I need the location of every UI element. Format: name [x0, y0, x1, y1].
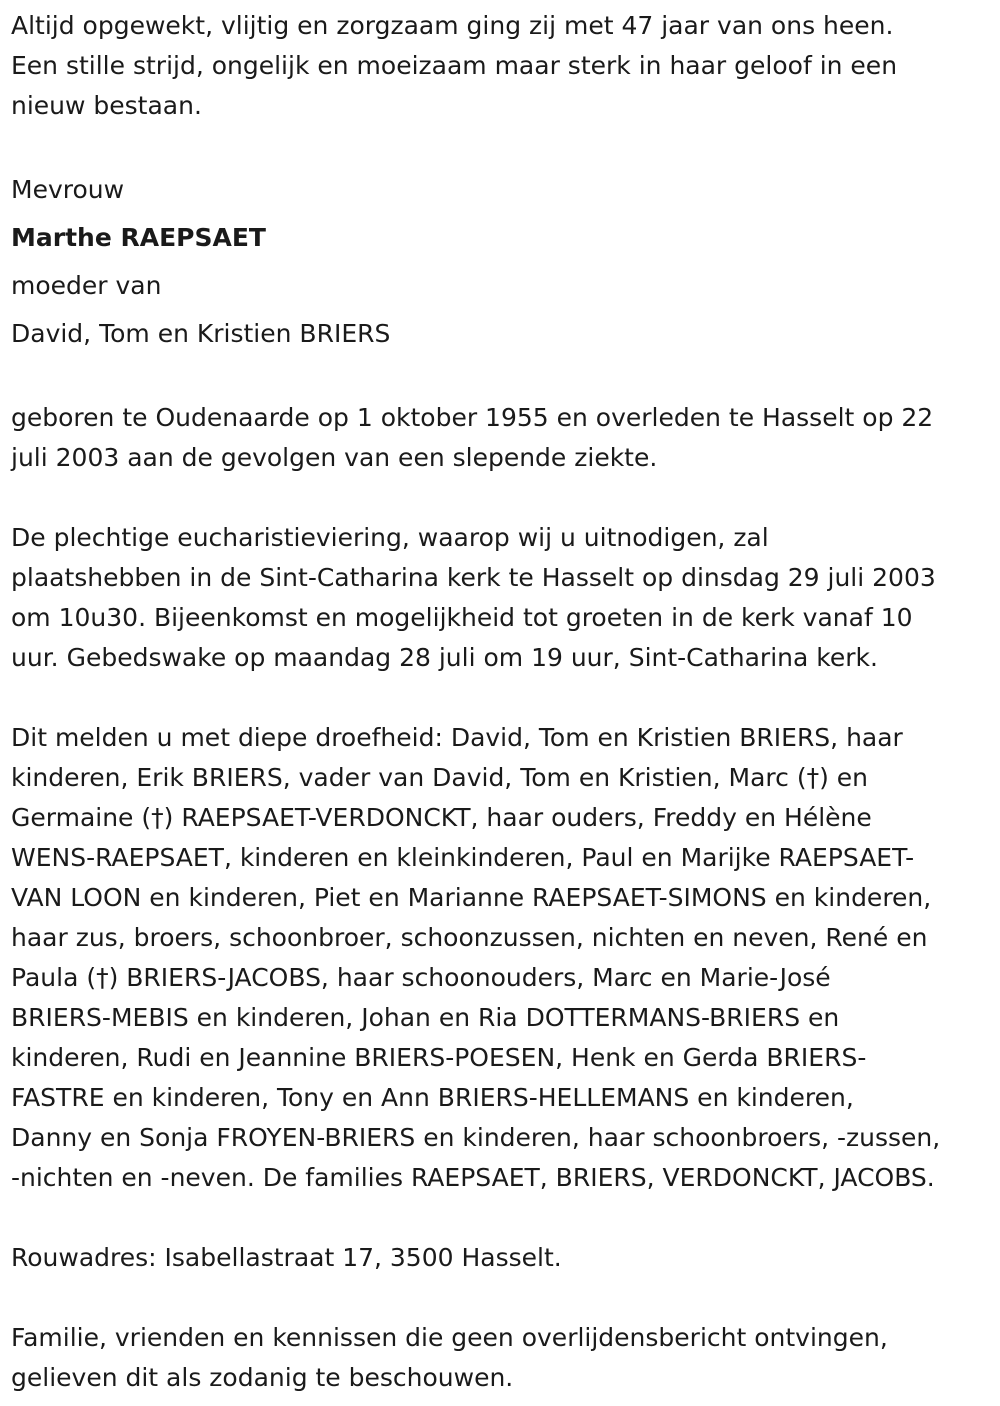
birth-death-line: geboren te Oudenaarde op 1 oktober 1955 en overleden te Hasselt op 22 — [11, 403, 934, 432]
ceremony-line: De plechtige eucharistieviering, waarop wij u uitnodigen, zal — [11, 523, 769, 552]
paragraph-gap — [11, 678, 996, 718]
closing-line: gelieven dit als zodanig te beschouwen. — [11, 1363, 514, 1392]
title-text: Mevrouw — [11, 175, 125, 204]
deceased-name: Marthe RAEPSAET — [11, 223, 266, 252]
family-line: kinderen, Rudi en Jeannine BRIERS-POESEN, Henk en Gerda BRIERS- — [11, 1043, 867, 1072]
family-paragraph — [11, 718, 996, 1198]
family-line: kinderen, Erik BRIERS, vader van David, Tom en Kristien, Marc (†) en — [11, 763, 868, 792]
paragraph-gap — [11, 1278, 996, 1318]
name-block — [11, 166, 996, 358]
obituary-document — [11, 6, 996, 1398]
family-line: haar zus, broers, schoonbroer, schoonzussen, nichten en neven, René en — [11, 923, 928, 952]
family-line: Paula (†) BRIERS-JACOBS, haar schoonouders, Marc en Marie-José — [11, 963, 831, 992]
paragraph-gap — [11, 126, 996, 166]
closing-paragraph — [11, 1318, 996, 1398]
relation-text: moeder van — [11, 271, 162, 300]
family-line: FASTRE en kinderen, Tony en Ann BRIERS-HELLEMANS en kinderen, — [11, 1083, 854, 1112]
paragraph-gap — [11, 358, 996, 398]
family-line: WENS-RAEPSAET, kinderen en kleinkinderen, Paul en Marijke RAEPSAET- — [11, 843, 915, 872]
ceremony-paragraph — [11, 518, 996, 678]
intro-paragraph — [11, 6, 996, 126]
intro-line: nieuw bestaan. — [11, 91, 202, 120]
mourning-address: Rouwadres: Isabellastraat 17, 3500 Hasselt. — [11, 1243, 562, 1272]
intro-line: Een stille strijd, ongelijk en moeizaam maar sterk in haar geloof in een — [11, 51, 898, 80]
family-line: VAN LOON en kinderen, Piet en Marianne RAEPSAET-SIMONS en kinderen, — [11, 883, 932, 912]
ceremony-line: plaatshebben in de Sint-Catharina kerk te Hasselt op dinsdag 29 juli 2003 — [11, 563, 936, 592]
children-names: David, Tom en Kristien BRIERS — [11, 319, 391, 348]
family-line: -nichten en -neven. De families RAEPSAET, BRIERS, VERDONCKT, JACOBS. — [11, 1163, 935, 1192]
intro-line: Altijd opgewekt, vlijtig en zorgzaam ging zij met 47 jaar van ons heen. — [11, 11, 894, 40]
family-line: Germaine (†) RAEPSAET-VERDONCKT, haar ouders, Freddy en Hélène — [11, 803, 872, 832]
ceremony-line: om 10u30. Bijeenkomst en mogelijkheid tot groeten in de kerk vanaf 10 — [11, 603, 913, 632]
address-paragraph — [11, 1238, 996, 1278]
family-line: BRIERS-MEBIS en kinderen, Johan en Ria DOTTERMANS-BRIERS en — [11, 1003, 840, 1032]
ceremony-line: uur. Gebedswake op maandag 28 juli om 19 uur, Sint-Catharina kerk. — [11, 643, 878, 672]
birth-death-line: juli 2003 aan de gevolgen van een slepende ziekte. — [11, 443, 658, 472]
family-line: Danny en Sonja FROYEN-BRIERS en kinderen, haar schoonbroers, -zussen, — [11, 1123, 941, 1152]
paragraph-gap — [11, 1198, 996, 1238]
birth-death-paragraph — [11, 398, 996, 478]
paragraph-gap — [11, 478, 996, 518]
family-line: Dit melden u met diepe droefheid: David, Tom en Kristien BRIERS, haar — [11, 723, 903, 752]
closing-line: Familie, vrienden en kennissen die geen overlijdensbericht ontvingen, — [11, 1323, 888, 1352]
